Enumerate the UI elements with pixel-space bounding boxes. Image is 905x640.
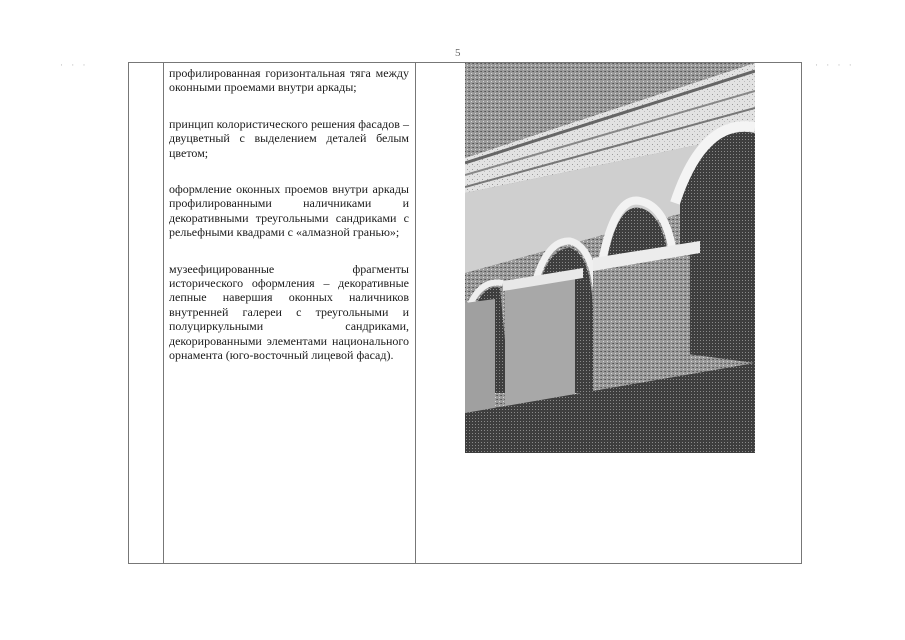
paragraph-color-scheme: принцип колористического решения фасадов – двуцветный с выделением деталей белым цветом; xyxy=(169,116,409,160)
table-border-right xyxy=(801,63,802,563)
document-table xyxy=(128,62,802,564)
table-divider-1 xyxy=(163,63,164,563)
paragraph-museum-fragments: музеефицированные фрагменты исторического оформления – декоративные лепные навершия оконных наличников внутренней галереи с треугольными и полуциркульными сандриками, декорированными элементами национального орнамента (юго-восточный лицевой фасад). xyxy=(169,261,409,363)
arcade-photo xyxy=(465,63,755,453)
table-border-left xyxy=(128,63,129,563)
description-column xyxy=(169,66,409,385)
paragraph-window-frames: оформление оконных проемов внутри аркады профилированными наличниками и декоративными треугольными сандриками с рельефными квадрами с «алмазной гранью»; xyxy=(169,182,409,240)
table-divider-2 xyxy=(415,63,416,563)
scan-speckle-right: · · · · xyxy=(815,60,855,70)
page-number: 5 xyxy=(455,47,461,59)
scan-speckle-left: · · · xyxy=(60,60,89,70)
paragraph-cornice: профилированная горизонтальная тяга между оконными проемами внутри аркады; xyxy=(169,66,409,95)
